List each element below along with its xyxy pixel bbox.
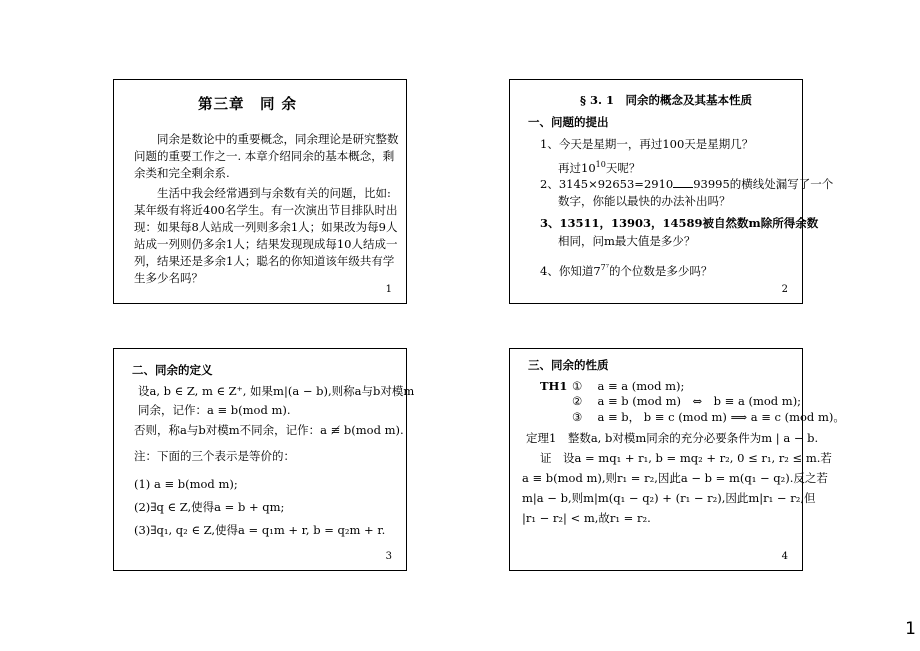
equivalent-2: (2)∃q ∈ Z,使得a = b + qm; <box>134 500 285 514</box>
property-1: ① a ≡ a (mod m); <box>572 379 685 393</box>
paragraph-line: 同余是数论中的重要概念，同余理论是研究整数 <box>157 132 399 146</box>
slide-number: 1 <box>385 284 392 295</box>
note-line: 注：下面的三个表示是等价的： <box>134 449 295 463</box>
property-2: ② a ≡ b (mod m) ⇔ b ≡ a (mod m); <box>572 394 802 408</box>
question-3: 3、13511，13903，14589被自然数m除所得余数 <box>540 216 819 230</box>
page-number: 1 <box>905 619 916 639</box>
definition-line: 设a, b ∈ Z, m ∈ Z⁺, 如果m|(a − b),则称a与b对模m <box>138 384 415 398</box>
theorem-1: 定理1 整数a, b对模m同余的充分必要条件为m | a − b. <box>526 431 819 445</box>
slide-number: 4 <box>781 551 788 562</box>
section-heading: 三、同余的性质 <box>528 358 609 372</box>
definition-line: 同余，记作：a ≡ b(mod m). <box>138 403 291 417</box>
slide-2 <box>509 79 834 304</box>
theorem-label: TH1 <box>540 379 568 393</box>
proof-line: |r₁ − r₂| < m,故r₁ = r₂. <box>522 511 651 525</box>
definition-line: 否则，称a与b对模m不同余，记作：a ≢ b(mod m). <box>134 423 404 437</box>
section-heading: 二、同余的定义 <box>132 363 213 377</box>
paragraph-line: 列，结果还是多余1人；聪名的你知道该年级共有学 <box>134 254 395 268</box>
section-title: § 3. 1 同余的概念及其基本性质 <box>580 93 753 107</box>
section-heading: 一、问题的提出 <box>528 115 609 129</box>
paragraph-line: 站成一列则仍多余1人；结果发现现成每10人结成一 <box>134 237 398 251</box>
equivalent-3: (3)∃q₁, q₂ ∈ Z,使得a = q₁m + r, b = q₂m + r. <box>134 523 386 537</box>
slide-1 <box>113 79 407 304</box>
proof-line: m|a − b,则m|m(q₁ − q₂) + (r₁ − r₂),因此m|r₁ − r₂,但 <box>522 491 816 505</box>
slide-number: 3 <box>385 551 392 562</box>
proof-line: 证 设a = mq₁ + r₁, b = mq₂ + r₂, 0 ≤ r₁, r₂ ≤ m.若 <box>540 451 832 465</box>
equivalent-1: (1) a ≡ b(mod m); <box>134 477 238 491</box>
question-4: 4、你知道$7^{7^7}$的个位数是多少吗？ <box>540 263 713 278</box>
proof-line: a ≡ b(mod m),则r₁ = r₂,因此a − b = m(q₁ − q₂).反之若 <box>522 471 828 485</box>
paragraph-line: 生多少名吗？ <box>134 271 203 285</box>
paragraph-line: 问题的重要工作之一. 本章介绍同余的基本概念，剩 <box>134 149 395 163</box>
paragraph-line: 余类和完全剩余系. <box>134 166 230 180</box>
slide-3 <box>113 348 415 571</box>
slide-4 <box>509 348 845 571</box>
chapter-title: 第三章 同 余 <box>198 96 298 113</box>
paragraph-line: 生活中我会经常遇到与余数有关的问题，比如: <box>157 186 391 200</box>
blank-line <box>673 177 693 188</box>
paragraph-line: 某年级有将近400名学生。有一次演出节目排队时出 <box>134 203 398 217</box>
question-3b: 相同，问m最大值是多少？ <box>558 234 696 248</box>
question-2: 2、3145×92653=2910 93995的横线处漏写了一个 <box>540 177 834 191</box>
question-1b: 再过$10^{10}$天呢？ <box>558 160 641 175</box>
question-1: 1、今天是星期一，再过100天是星期几？ <box>540 137 754 151</box>
paragraph-line: 现：如果每8人站成一列则多余1人；如果改为每9人 <box>134 220 398 234</box>
property-3: ③ a ≡ b， b ≡ c (mod m) ⟹ a ≡ c (mod m)。 <box>572 410 845 424</box>
question-2b: 数字，你能以最快的办法补出吗？ <box>558 194 731 208</box>
slide-number: 2 <box>781 284 788 295</box>
